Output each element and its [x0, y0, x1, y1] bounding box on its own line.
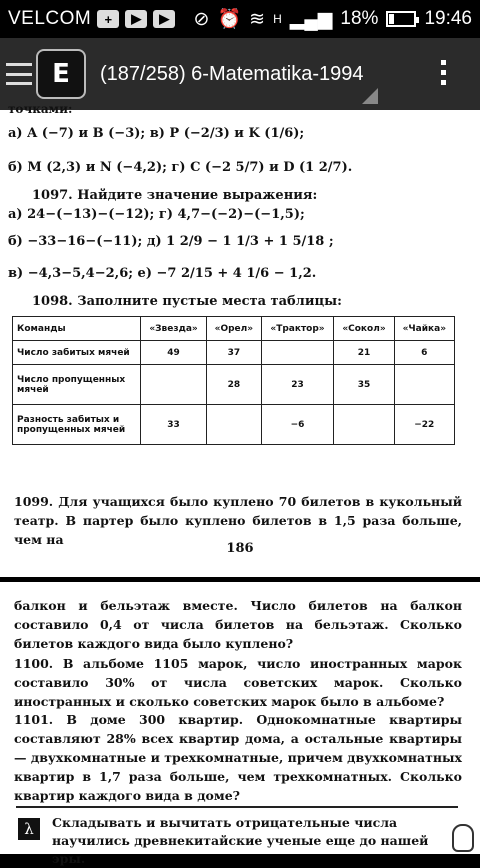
page-number: 186: [226, 541, 254, 556]
wifi-icon: ≋: [249, 8, 266, 30]
table-cell: 28: [207, 365, 262, 405]
table-cell: 21: [334, 341, 394, 365]
exercise-1097-title: 1097. Найдите значение выражения:: [32, 188, 318, 203]
youtube-icon: ▶: [125, 10, 147, 28]
exercise-1097-line-3: в) −4,3−5,4−2,6; е) −7 2/15 + 4 1/6 − 1,2.: [8, 266, 317, 281]
spinner-indicator-icon: [362, 88, 378, 104]
exercise-line-a: а) A (−7) и B (−3); в) P (−2/3) и K (1/6);: [8, 126, 305, 141]
table-header: «Сокол»: [334, 317, 394, 341]
signal-icon: ▂▄▆: [289, 8, 333, 30]
table-header: «Орел»: [207, 317, 262, 341]
hand-cursor-icon: [452, 824, 474, 852]
document-title: (187/258) 6-Matematika-1994: [100, 63, 364, 85]
row-label: Число пропущенных мячей: [13, 365, 141, 405]
menu-icon[interactable]: [6, 63, 32, 85]
plus-icon: +: [97, 10, 119, 28]
no-sim-icon: ⊘: [193, 8, 210, 30]
exercise-1097-line-2: б) −33−16−(−11); д) 1 2/9 − 1 1/3 + 1 5/18 ;: [8, 234, 334, 249]
row-label: Число забитых мячей: [13, 341, 141, 365]
network-type: H: [273, 12, 282, 26]
table-header: «Звезда»: [141, 317, 207, 341]
document-page-186[interactable]: [0, 102, 480, 577]
teams-table: [12, 316, 455, 445]
table-cell: [334, 405, 394, 445]
youtube-icon: ▶: [153, 10, 175, 28]
lambda-icon: λ: [18, 818, 40, 840]
carrier-label: VELCOM: [8, 8, 92, 29]
table-cell: [207, 405, 262, 445]
exercise-1099-text: 1099. Для учащихся было куплено 70 билетов в кукольный театр. В партер было куплено билетов в 1,5 раза больше, чем на: [14, 494, 462, 547]
app-bar: [0, 38, 480, 110]
divider: [16, 806, 458, 808]
table-header: Команды: [13, 317, 141, 341]
exercise-1098-title: 1098. Заполните пустые места таблицы:: [32, 294, 342, 309]
battery-icon: [386, 11, 416, 27]
overflow-menu-icon[interactable]: [441, 60, 446, 85]
table-cell: −22: [394, 405, 454, 445]
exercise-1101-text: 1101. В доме 300 квартир. Однокомнатные квартиры составляют 28% всех квартир дома, а остальные квартиры — двухкомнатные и трехкомнатные, причем двухкомнатных квартир в 1,7 раза больше, чем трехкомнатных. Сколько квартир каждого вида в доме?: [14, 712, 462, 803]
exercise-line-b: б) M (2,3) и N (−4,2); г) C (−2 5/7) и D (1 2/7).: [8, 160, 353, 175]
table-cell: 23: [261, 365, 334, 405]
table-cell: 49: [141, 341, 207, 365]
clock: 19:46: [424, 8, 472, 29]
table-cell: 35: [334, 365, 394, 405]
table-header: «Чайка»: [394, 317, 454, 341]
table-cell: 33: [141, 405, 207, 445]
table-row: [13, 405, 455, 445]
exercise-1097-line-1: а) 24−(−13)−(−12); г) 4,7−(−2)−(−1,5);: [8, 207, 305, 222]
table-row: [13, 341, 455, 365]
table-cell: [394, 365, 454, 405]
table-header: «Трактор»: [261, 317, 334, 341]
exercise-1100-text: 1100. В альбоме 1105 марок, число иностранных марок составило 30% от числа советских марок. Сколько иностранных и сколько советских марок было в альбоме?: [14, 656, 462, 709]
table-header-row: [13, 317, 455, 341]
table-cell: 6: [394, 341, 454, 365]
history-footnote: Складывать и вычитать отрицательные числа научились древнекитайские ученые еще до нашей эры.: [52, 815, 429, 866]
table-cell: −6: [261, 405, 334, 445]
status-bar: [0, 0, 480, 38]
table-row: [13, 365, 455, 405]
document-page-187[interactable]: [0, 582, 480, 866]
table-cell: 37: [207, 341, 262, 365]
table-cell: [261, 341, 334, 365]
battery-percent: 18%: [340, 8, 379, 29]
cut-line: точками:: [8, 102, 73, 116]
row-label: Разность забитых и пропущенных мячей: [13, 405, 141, 445]
table-cell: [141, 365, 207, 405]
alarm-icon: ⏰: [217, 9, 242, 30]
exercise-1099-continuation: балкон и бельэтаж вместе. Число билетов на балкон составило 0,4 от числа билетов на бельэтаж. Сколько билетов каждого вида было куплено?: [14, 598, 462, 651]
app-logo[interactable]: Е: [36, 49, 86, 99]
